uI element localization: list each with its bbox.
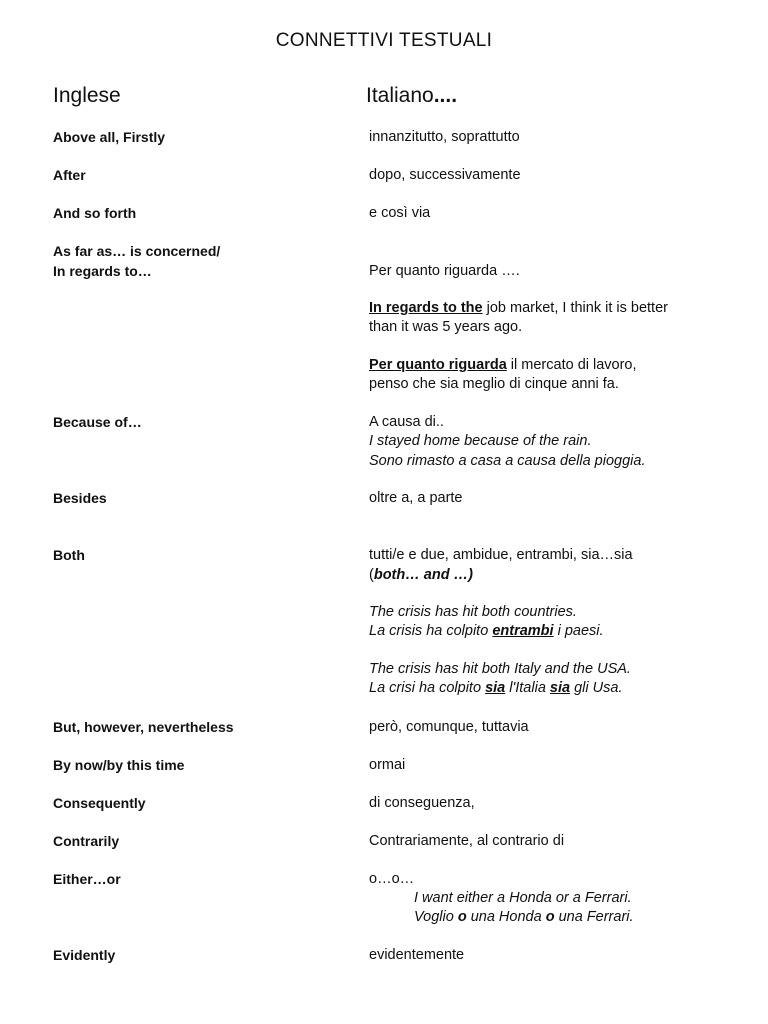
example-both-it-2 <box>369 679 622 698</box>
translation-as-far-as: Per quanto riguarda …. <box>369 263 520 279</box>
translation-contrarily: Contrariamente, al contrario di <box>369 833 565 849</box>
column-header-italian <box>366 84 457 108</box>
translation-by-now: ormai <box>369 757 406 773</box>
translation-evidently: evidentemente <box>369 947 465 963</box>
term-both: Both <box>53 547 85 563</box>
term-consequently: Consequently <box>53 795 146 811</box>
term-contrarily: Contrarily <box>53 833 120 849</box>
example-highlight: sia <box>549 680 571 696</box>
example-as-far-as-en-line1 <box>369 299 668 318</box>
example-highlight: o <box>545 909 555 925</box>
example-text: La crisi ha colpito <box>369 680 486 696</box>
translation-either-or: o…o… <box>369 871 415 887</box>
translation-after: dopo, successivamente <box>369 167 521 183</box>
term-as-far-as-line1: As far as… is concerned/ <box>53 243 221 259</box>
example-text: La crisis ha colpito <box>369 623 493 639</box>
paren-open: ( <box>369 567 374 583</box>
example-either-en: I want either a Honda or a Ferrari. <box>414 890 632 906</box>
example-text: una Ferrari. <box>554 909 634 925</box>
translation-both: tutti/e e due, ambidue, entrambi, sia…sia <box>369 547 633 563</box>
example-highlight: o <box>457 909 467 925</box>
term-above-all: Above all, Firstly <box>53 129 166 145</box>
example-text: gli Usa. <box>570 680 623 696</box>
translation-consequently: di conseguenza, <box>369 795 475 811</box>
term-but: But, however, nevertheless <box>53 719 234 735</box>
example-text: Voglio <box>414 909 458 925</box>
example-highlight: Per quanto riguarda <box>369 357 507 373</box>
translation-besides: oltre a, a parte <box>369 490 463 506</box>
example-both-it-1 <box>369 622 604 641</box>
example-both-en-1: The crisis has hit both countries. <box>369 604 577 620</box>
term-either-or: Either…or <box>53 871 121 887</box>
term-after: After <box>53 167 86 183</box>
example-either-it <box>369 908 634 927</box>
page-title: CONNETTIVI TESTUALI <box>275 30 493 51</box>
term-and-so-forth: And so forth <box>53 205 137 221</box>
column-header-italian-dots: .... <box>433 84 458 107</box>
term-besides: Besides <box>53 490 107 506</box>
translation-and-so-forth: e così via <box>369 205 431 221</box>
translation-above-all: innanzitutto, soprattutto <box>369 129 520 145</box>
example-text: il mercato di lavoro, <box>506 357 637 373</box>
example-highlight: entrambi <box>492 623 554 639</box>
example-highlight: sia <box>485 680 506 696</box>
term-because-of: Because of… <box>53 414 142 430</box>
term-evidently: Evidently <box>53 947 116 963</box>
example-text: job market, I think it is better <box>482 300 668 316</box>
column-header-italian-label: Italiano <box>366 84 434 107</box>
example-text: una Honda <box>466 909 546 925</box>
example-because-of-en: I stayed home because of the rain. <box>369 433 592 449</box>
structure-bold: both… and …) <box>373 567 473 583</box>
example-both-en-2: The crisis has hit both Italy and the USA. <box>369 661 631 677</box>
example-because-of-it: Sono rimasto a casa a causa della pioggia. <box>369 453 646 469</box>
example-text: i paesi. <box>553 623 604 639</box>
example-text: l'Italia <box>505 680 550 696</box>
example-as-far-as-en-line2: than it was 5 years ago. <box>369 319 523 335</box>
term-by-now: By now/by this time <box>53 757 185 773</box>
example-as-far-as-it-line2: penso che sia meglio di cinque anni fa. <box>369 376 619 392</box>
example-highlight: In regards to the <box>369 300 483 316</box>
term-as-far-as-line2: In regards to… <box>53 263 152 279</box>
column-header-english: Inglese <box>53 84 121 107</box>
translation-but: però, comunque, tuttavia <box>369 719 529 735</box>
translation-both-structure <box>369 566 473 585</box>
translation-because-of: A causa di.. <box>369 414 444 430</box>
example-as-far-as-it-line1 <box>369 356 637 375</box>
